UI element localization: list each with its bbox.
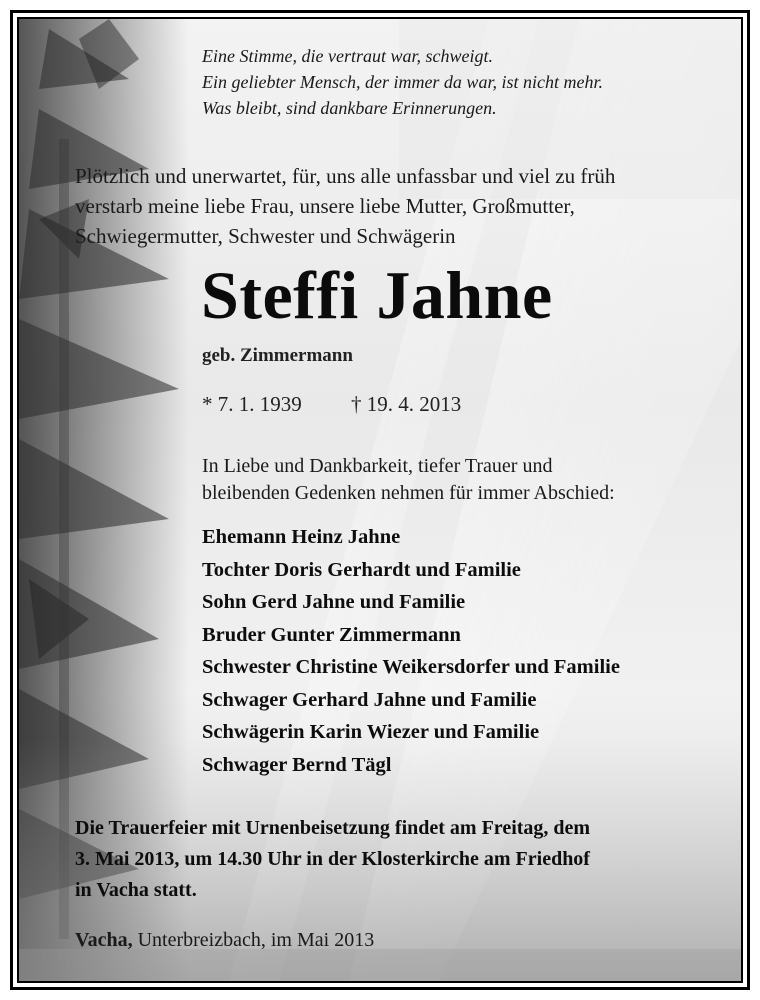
mourner-entry: Bruder Gunter Zimmermann: [202, 623, 461, 646]
intro-text: [75, 161, 615, 251]
intro-line: Plötzlich und unerwartet, für, uns alle unfassbar und viel zu früh: [75, 164, 616, 188]
mourners-list: [202, 521, 620, 781]
ceremony-line: in Vacha statt.: [75, 879, 197, 901]
motto-line: Eine Stimme, die vertraut war, schweigt.: [202, 46, 493, 66]
ceremony-notice: [75, 813, 590, 906]
birth-date: * 7. 1. 1939: [202, 392, 302, 416]
intro-line: verstarb meine liebe Frau, unsere liebe Mutter, Großmutter,: [75, 194, 575, 218]
mourner-entry: Tochter Doris Gerhardt und Familie: [202, 558, 521, 581]
motto-line: Ein geliebter Mensch, der immer da war, ist nicht mehr.: [202, 72, 603, 92]
farewell-line: bleibenden Gedenken nehmen für immer Abschied:: [202, 482, 615, 504]
place-town: Vacha,: [75, 929, 133, 951]
ceremony-line: Die Trauerfeier mit Urnenbeisetzung findet am Freitag, dem: [75, 817, 591, 839]
motto-verse: [202, 43, 603, 121]
place-date-line: [75, 929, 374, 952]
death-date: † 19. 4. 2013: [351, 392, 462, 416]
mourner-entry: Ehemann Heinz Jahne: [202, 526, 401, 548]
place-rest: Unterbreizbach, im Mai 2013: [132, 929, 375, 951]
intro-line: Schwiegermutter, Schwester und Schwägerin: [75, 224, 456, 248]
farewell-text: [202, 453, 615, 507]
mourner-entry: Sohn Gerd Jahne und Familie: [202, 591, 466, 613]
obituary-content: [19, 19, 741, 981]
farewell-line: In Liebe und Dankbarkeit, tiefer Trauer und: [202, 455, 553, 477]
maiden-name: geb. Zimmermann: [202, 345, 353, 366]
mourner-entry: Schwester Christine Weikersdorfer und Familie: [202, 656, 620, 678]
life-dates: [202, 392, 461, 417]
mourner-entry: Schwägerin Karin Wiezer und Familie: [202, 721, 540, 743]
ceremony-line: 3. Mai 2013, um 14.30 Uhr in der Klosterkirche am Friedhof: [75, 848, 590, 870]
mourner-entry: Schwager Bernd Tägl: [202, 753, 392, 776]
deceased-name: Steffi Jahne: [201, 257, 553, 333]
motto-line: Was bleibt, sind dankbare Erinnerungen.: [202, 98, 497, 118]
mourner-entry: Schwager Gerhard Jahne und Familie: [202, 688, 537, 711]
obituary-card: [17, 17, 743, 983]
